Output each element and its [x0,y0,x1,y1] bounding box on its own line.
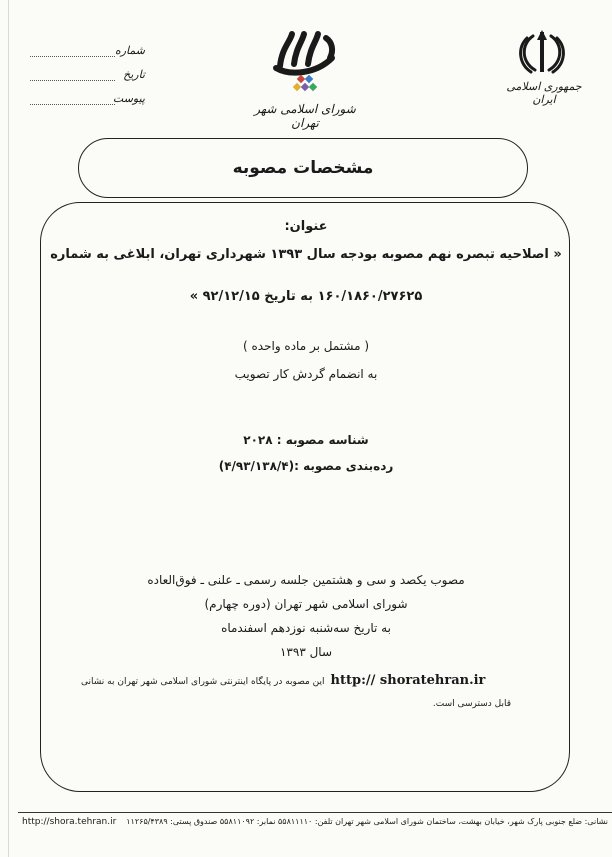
scan-edge-line [8,0,9,857]
meta-attachment-label: پیوست [112,92,145,105]
publish-notice-row [81,673,511,688]
approval-line-2: شورای اسلامی شهر تهران (دوره چهارم) [204,597,408,611]
subject-line-2: ۱۶۰/۱۸۶۰/۲۷۶۲۵ به تاریخ ۹۲/۱۲/۱۵ » [189,289,423,304]
council-name: شورای اسلامی شهر تهران [254,102,356,130]
footer-divider [18,812,612,813]
note-line-1: ( مشتمل بر ماده واحده ) [242,339,370,353]
meta-date-dots [30,80,115,81]
subject-heading-label: عنوان: [284,219,328,234]
subject-line-1: « اصلاحیه تبصره نهم مصوبه بودجه سال ۱۳۹۳ شهرداری تهران، ابلاغی به شماره [50,247,562,262]
approval-line-4: سال ۱۳۹۳ [279,645,333,659]
publish-notice-text: این مصوبه در پایگاه اینترنتی شورای اسلامی شهر تهران به نشانی [81,677,325,687]
meta-attachment-row [30,92,145,108]
approval-line-3: به تاریخ سه‌شنبه نوزدهم اسفندماه [221,621,391,635]
document-title: مشخصات مصوبه [232,158,374,178]
resolution-details-box [40,202,570,792]
meta-date-row [30,68,145,84]
title-box [78,138,528,198]
meta-number-label: شماره [114,44,145,57]
country-name: جمهوری اسلامی ایران [506,80,582,106]
approval-line-1: مصوب یکصد و سی و هشتمین جلسه رسمی ـ علنی ـ فوق‌العاده [147,573,465,587]
meta-number-dots [30,56,115,57]
resolution-classification: رده‌بندی مصوبه :(۴/۹۳/۱۳۸/۴) [218,459,394,473]
footer-address: نشانی: ضلع جنوبی پارک شهر، خیابان بهشت، ساختمان شورای اسلامی شهر تهران تلفن: ۵۵۸۱۱۱۱۰ نمابر: ۵۵۸۱۱۰۹۲ صندوق پستی: ۱۱۲۶۵/۴۳۸۹ [126,817,608,826]
footer-website-link[interactable]: http://shora.tehran.ir [22,817,117,827]
iran-emblem-icon [513,28,571,76]
meta-attachment-dots [30,104,115,105]
tehran-council-logo-icon [270,28,342,98]
meta-date-label: تاریخ [123,68,145,81]
publish-notice-text-2: قابل دسترسی است. [432,699,511,709]
resolution-id: شناسه مصوبه : ۲۰۲۸ [243,433,369,447]
note-line-2: به انضمام گردش کار تصویب [234,367,378,381]
meta-number-row [30,44,145,60]
council-website-link[interactable]: http:// shoratehran.ir [330,673,486,688]
